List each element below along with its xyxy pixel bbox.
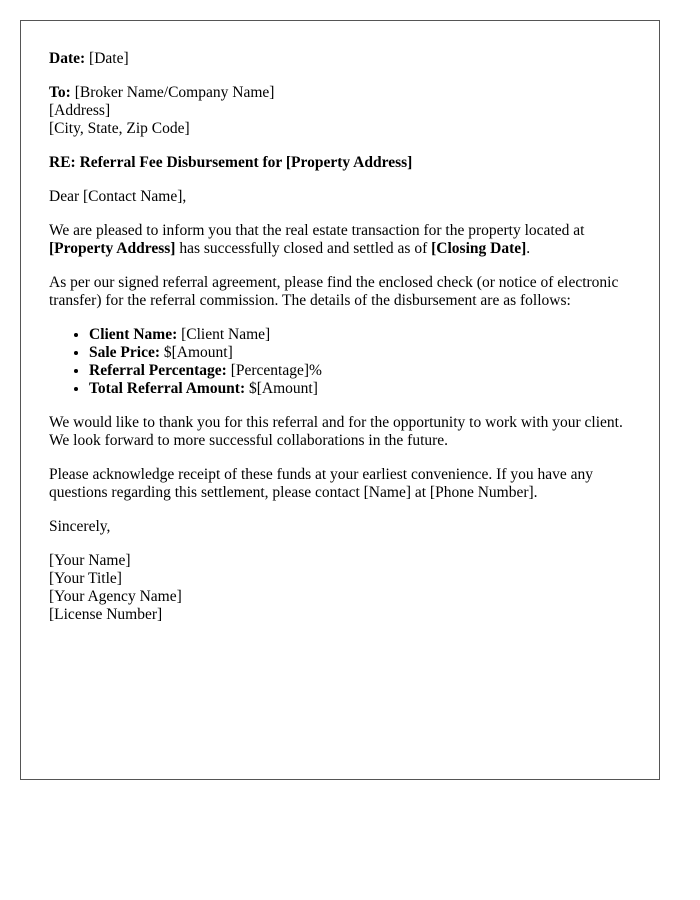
list-item: [89, 362, 631, 380]
detail-value: $[Amount]: [160, 344, 233, 361]
closing-text: Sincerely,: [49, 518, 111, 535]
paragraph-agreement: As per our signed referral agreement, please find the enclosed check (or notice of electronic transfer) for the referral commission. The details of the disbursement are as follows:: [49, 274, 619, 309]
signature-name: [Your Name]: [49, 552, 131, 569]
recipient-city-state-zip: [City, State, Zip Code]: [49, 120, 190, 137]
detail-label: Total Referral Amount:: [89, 380, 246, 397]
list-item: [89, 380, 631, 398]
paragraph1-part1: We are pleased to inform you that the real estate transaction for the property located at: [49, 222, 585, 239]
disbursement-details-list: [49, 326, 631, 398]
date-value: [Date]: [89, 50, 129, 67]
recipient-block: [49, 84, 631, 138]
signature-license: [License Number]: [49, 606, 163, 623]
closing-date: [Closing Date]: [431, 240, 527, 257]
detail-value: [Percentage]%: [226, 362, 322, 379]
property-address: [Property Address]: [49, 240, 176, 257]
detail-label: Referral Percentage:: [89, 362, 227, 379]
letter-document: [20, 20, 660, 780]
detail-value: $[Amount]: [245, 380, 318, 397]
signature-block: [49, 552, 631, 624]
paragraph-thanks: We would like to thank you for this referral and for the opportunity to work with your client. We look forward to more successful collaborations in the future.: [49, 414, 623, 449]
paragraph-closing-notice: [49, 222, 631, 258]
to-label: To:: [49, 84, 71, 101]
subject-text: RE: Referral Fee Disbursement for [Property Address]: [49, 154, 413, 171]
detail-value: [Client Name]: [177, 326, 271, 343]
detail-label: Sale Price:: [89, 344, 161, 361]
signature-title: [Your Title]: [49, 570, 122, 587]
paragraph1-part2: has successfully closed and settled as of: [175, 240, 432, 257]
to-value: [Broker Name/Company Name]: [74, 84, 275, 101]
recipient-address: [Address]: [49, 102, 111, 119]
date-line: [49, 50, 631, 68]
signature-agency: [Your Agency Name]: [49, 588, 182, 605]
list-item: [89, 344, 631, 362]
date-label: Date:: [49, 50, 86, 67]
detail-label: Client Name:: [89, 326, 178, 343]
paragraph-acknowledge: Please acknowledge receipt of these funds at your earliest convenience. If you have any questions regarding this settlement, please contact [Name] at [Phone Number].: [49, 466, 593, 501]
salutation: Dear [Contact Name],: [49, 188, 187, 205]
subject-line: [49, 154, 631, 172]
recipient-line: [49, 84, 631, 102]
list-item: [89, 326, 631, 344]
paragraph1-part3: .: [526, 240, 531, 257]
